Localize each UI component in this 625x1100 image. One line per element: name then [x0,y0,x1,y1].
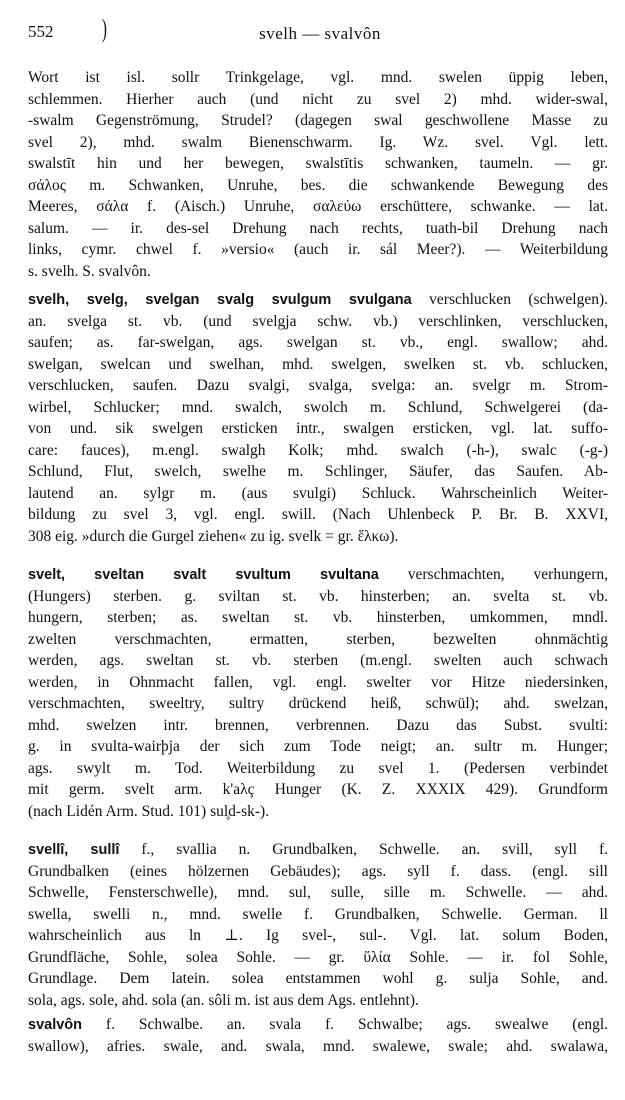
text-line [28,483,608,505]
text-line [28,861,608,883]
headword: svelh, svelg, svelgan svalg svulgum svulgana [28,292,412,308]
line-text: wirbel, Schlucker; mnd. swalch, swolch m. Schlund, Schwelgerei (da- [28,398,608,416]
text-line [28,332,608,354]
text-line [28,1036,608,1058]
text-line [28,736,608,758]
line-text: s. svelh. S. svalvôn. [28,262,151,280]
line-text: Grundlage. Dem latein. solea entstammen wohl g. sulja Sohle, and. [28,970,608,987]
line-text: f. Schwalbe. an. svala f. Schwalbe; ags. swealwe (engl. [82,1016,608,1033]
line-text: f., svallia n. Grundbalken, Schwelle. an. svill, syll f. [119,841,608,858]
page-number: 552 [28,22,54,41]
line-text: Meeres, σάλα f. (Aisch.) Unruhe, σαλεύω erschüttere, schwanke. — lat. [28,198,608,215]
text-line [28,564,608,586]
text-line [28,925,608,947]
line-text: Grundfläche, Sohle, solea Sohle. — gr. ὕλία Sohle. — ir. fol Sohle, [28,948,608,966]
line-text: bildung zu svel 3, vgl. engl. swill. (Nach Uhlenbeck P. Br. B. XXVI, [28,506,608,523]
text-line [28,175,608,197]
text-line [28,89,608,111]
text-line [28,354,608,376]
text-line [28,132,608,154]
margin-mark: ) [101,14,107,43]
text-line [28,882,608,904]
line-text: Grundbalken (eines hölzernen Gebäudes); ags. syll f. dass. (engl. sill [28,862,608,880]
text-line [28,461,608,483]
line-text: (Hungers) sterben. g. sviltan st. vb. hinsterben; an. svelta st. vb. [28,587,608,605]
text-line [28,375,608,397]
text-line [28,715,608,737]
line-text: an. svelga st. vb. (und svelgja schw. vb.) verschlinken, verschlucken, [28,312,608,330]
text-line [28,311,608,333]
line-text: schlemmen. Hierher auch (und nicht zu svel 2) mhd. wider-swal, [28,90,608,108]
line-text: verschlucken (schwelgen). [411,291,608,308]
line-text: swella, swelli n., mnd. swelle f. Grundbalken, Schwelle. German. ll [28,905,608,923]
running-title: svelh — svalvôn [259,24,381,43]
text-line [28,904,608,926]
line-text: σάλος m. Schwanken, Unruhe, bes. die schwankende Bewegung des [28,176,608,194]
line-text: hungern, sterben; as. sweltan st. vb. hinsterben, umkommen, mndl. [28,609,608,626]
text-line [28,839,608,861]
text-line [28,779,608,801]
headword: svellî, sullî [28,842,120,858]
line-text: salum. — ir. des-sel Drehung nach rechts, tuath-bil Drehung nach [28,219,608,237]
line-text: lautend an. sylgr m. (aus svulgi) Schluck. Wahrscheinlich Weiter- [28,484,608,502]
entry-continuation [28,67,608,282]
line-text: swelgan, swelcan und swelhan, mhd. swelgen, swelken st. vb. schlucken, [28,355,608,373]
line-text: saufen; as. far-swelgan, ags. swelgan st. vb., engl. swallow; ahd. [28,334,608,351]
line-text: von und. sik swelgen ersticken intr., swalgen ersticken, vgl. lat. suffo- [28,420,608,437]
line-text: zwelten verschmachten, ermatten, sterben, bezwelten ohnmächtig [28,630,608,648]
headword: svelt, sveltan svalt svultum svultana [28,567,379,583]
line-text: wahrscheinlich aus ln ⊥. Ig svel-, sul-. Vgl. lat. solum Boden, [28,927,608,944]
text-line [28,418,608,440]
line-text: mit germ. svelt arm. k'aλç Hunger (K. Z. XXXIX 429). Grundform [28,781,608,798]
line-text: (nach Lidén Arm. Stud. 101) sul̥d-sk-). [28,802,270,820]
text-line [28,629,608,651]
entry-svelh [28,289,608,547]
line-text: g. in svulta-wairþja der sich zum Tode neigt; an. sultr m. Hunger; [28,738,608,755]
line-text: verschmachten, verhungern, [378,566,608,583]
line-text: swallow), afries. swale, and. swala, mnd. swalewe, swale; ahd. swalawa, [28,1037,608,1055]
text-line [28,397,608,419]
text-line [28,440,608,462]
text-line [28,196,608,218]
text-line [28,586,608,608]
line-text: swalstīt hin und her bewegen, swalstītis schwanken, taumeln. — gr. [28,155,608,172]
text-line [28,110,608,132]
text-line [28,607,608,629]
text-line [28,239,608,261]
line-text: Schwelle, Fensterschwelle), mnd. sul, sulle, sille m. Schwelle. — ahd. [28,884,608,901]
line-text: Wort ist isl. sollr Trinkgelage, vgl. mnd. swelen üppig leben, [28,69,608,86]
text-line [28,947,608,969]
entry-svalvon [28,1014,608,1057]
entry-svelt [28,564,608,822]
text-line [28,526,608,548]
text-line [28,801,608,823]
line-text: svel 2), mhd. swalm Bienenschwarm. Ig. Wz. svel. Vgl. lett. [28,133,608,151]
text-line [28,504,608,526]
text-line [28,693,608,715]
text-line [28,261,608,283]
line-text: ags. swylt m. Tod. Weiterbildung zu svel 1. (Pedersen verbindet [28,759,608,777]
text-line [28,758,608,780]
line-text: Schlund, Flut, swelch, swelhe m. Schlinger, Säufer, das Saufen. Ab- [28,463,608,480]
line-text: -swalm Gegenströmung, Strudel? (dagegen swal geschwollene Masse zu [28,112,608,129]
line-text: links, cymr. chwel f. »versio« (auch ir. sál Meer?). — Weiterbildung [28,241,608,258]
line-text: verschmachten, sweeltry, sultry drückend heiß, schwül); ahd. swelzan, [28,695,608,712]
text-line [28,968,608,990]
line-text: verschlucken, saufen. Dazu svalgi, svalga, svelga: an. svelgr m. Strom- [28,377,608,394]
entry-svelli [28,839,608,1011]
text-line [28,672,608,694]
line-text: care: fauces), m.engl. swalgh Kolk; mhd. swalch (-h-), swalc (-g-) [28,441,608,459]
text-line [28,289,608,311]
text-line [28,218,608,240]
line-text: werden, ags. sweltan st. vb. sterben (m.engl. swelten auch schwach [28,652,608,669]
line-text: sola, ags. sole, ahd. sola (an. sôli m. ist aus dem Ags. entlehnt). [28,991,419,1009]
line-text: werden, in Ohnmacht fallen, vgl. engl. swelter vor Hitze niedersinken, [28,673,608,691]
line-text: mhd. swelzen intr. brennen, verbrennen. Dazu das Subst. svulti: [28,716,608,734]
line-text: 308 eig. »durch die Gurgel ziehen« zu ig. svelk = gr. ἕλκω). [28,527,399,545]
text-line [28,67,608,89]
text-line [28,153,608,175]
text-line [28,650,608,672]
text-line [28,1014,608,1036]
text-line [28,990,608,1012]
headword: svalvôn [28,1017,82,1033]
